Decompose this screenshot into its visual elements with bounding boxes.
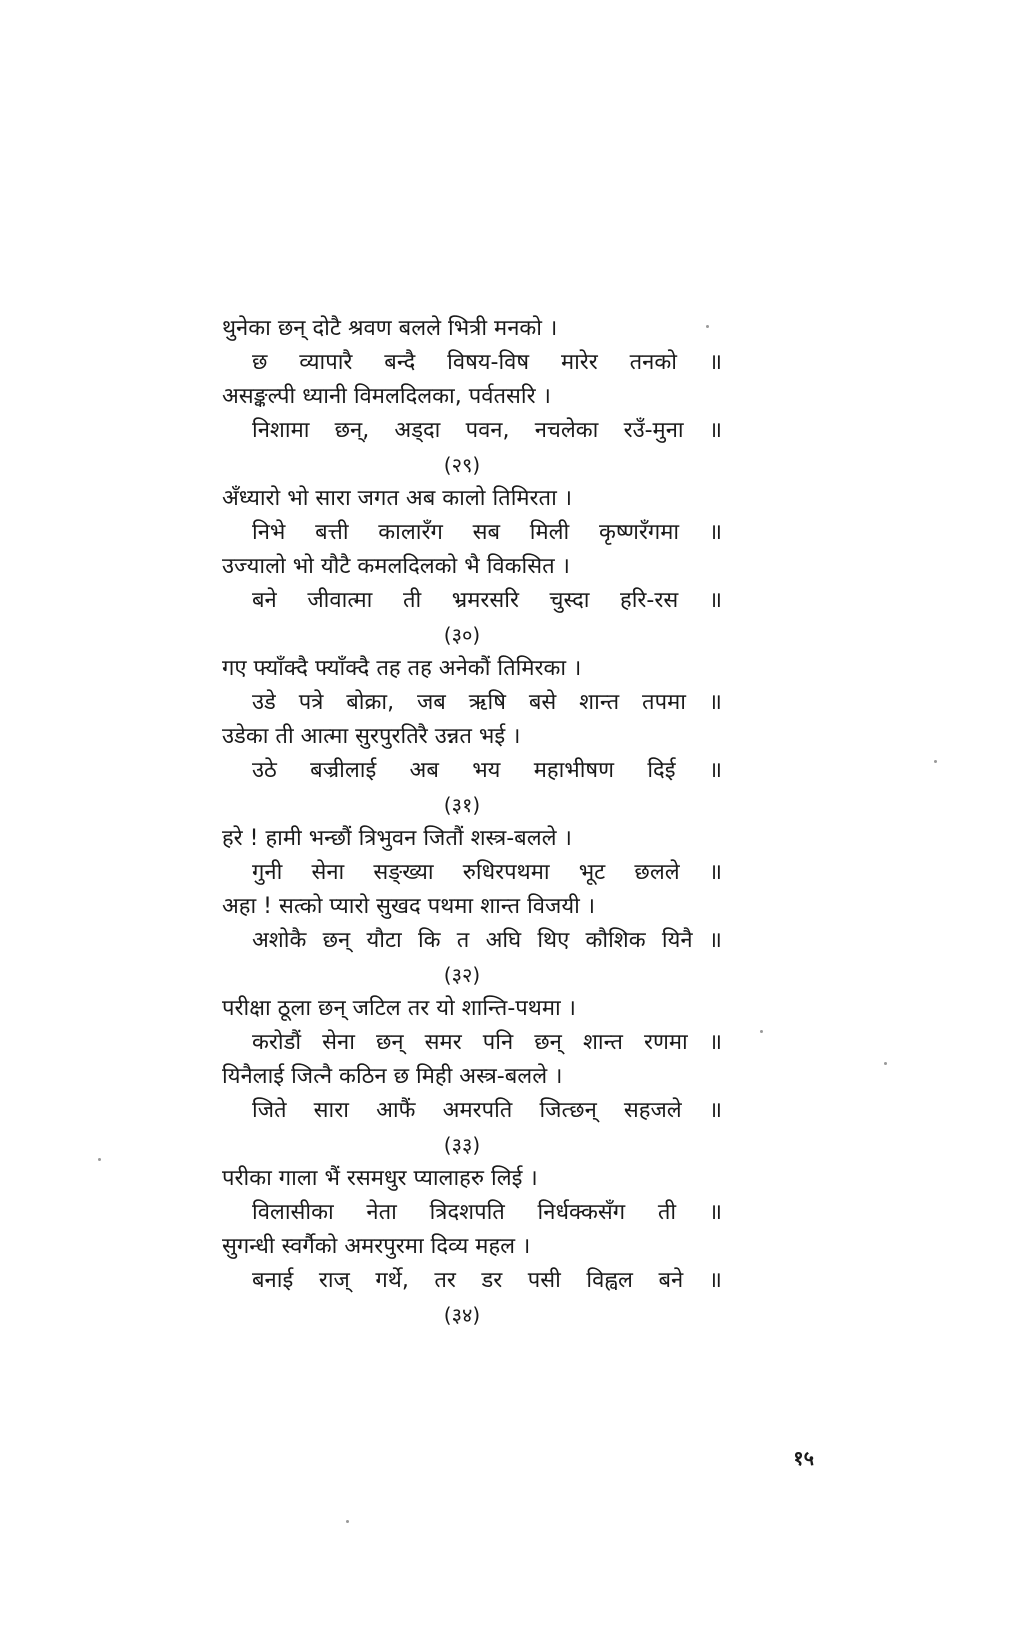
verse-line: बनाई राज् गर्थे, तर डर पसी विह्वल बने ॥ xyxy=(252,1268,722,1293)
stanza-number: (३४) xyxy=(443,1303,481,1327)
paper-speck xyxy=(934,760,937,763)
verse-line: जिते सारा आफैं अमरपति जित्छन् सहजले ॥ xyxy=(252,1098,722,1123)
verse-line: यिनैलाई जित्नै कठिन छ मिही अस्त्र-बलले । xyxy=(222,1064,563,1089)
verse-line: विलासीका नेता त्रिदशपति निर्धक्कसँग ती ॥ xyxy=(252,1200,722,1225)
paper-speck xyxy=(706,325,709,328)
stanza-32 xyxy=(222,822,742,992)
verse-line: निभे बत्ती कालारँग सब मिली कृष्णरँगमा ॥ xyxy=(252,520,722,545)
verse-line: हरे ! हामी भन्छौं त्रिभुवन जितौं शस्त्र-बलले । xyxy=(222,826,572,851)
verse-line: अँध्यारो भो सारा जगत अब कालो तिमिरता । xyxy=(222,486,573,511)
verse-line: गए फ्याँक्दै फ्याँक्दै तह तह अनेकौं तिमिरका । xyxy=(222,656,582,681)
verse-line: परीक्षा ठूला छन् जटिल तर यो शान्ति-पथमा । xyxy=(222,996,577,1021)
stanza-number: (३३) xyxy=(443,1133,481,1157)
verse-line: अहा ! सत्को प्यारो सुखद पथमा शान्त विजयी । xyxy=(222,894,596,919)
stanza-number: (३२) xyxy=(443,963,481,987)
verse-line: निशामा छन्, अड्दा पवन, नचलेका रउँ-मुना ॥ xyxy=(252,418,722,443)
verse-line: करोडौं सेना छन् समर पनि छन् शान्त रणमा ॥ xyxy=(252,1030,722,1055)
stanza-31 xyxy=(222,652,742,822)
verse-line: उठे बज्रीलाई अब भय महाभीषण दिई ॥ xyxy=(252,758,722,783)
stanza-33 xyxy=(222,992,742,1162)
stanza-number: (३०) xyxy=(443,623,481,647)
verse-line: सुगन्धी स्वर्गैको अमरपुरमा दिव्य महल । xyxy=(222,1234,531,1259)
stanza-number: (३१) xyxy=(443,793,481,817)
verse-line: परीका गाला भैं रसमधुर प्यालाहरु लिई । xyxy=(222,1166,538,1191)
verse-line: थुनेका छन् दोटै श्रवण बलले भित्री मनको । xyxy=(222,316,558,341)
verse-line: छ व्यापारै बन्दै विषय-विष मारेर तनको ॥ xyxy=(252,350,722,375)
paper-speck xyxy=(98,1158,101,1161)
stanza-29 xyxy=(222,312,742,482)
stanza-number: (२९) xyxy=(443,453,481,477)
verse-line: असङ्कल्पी ध्यानी विमलदिलका, पर्वतसरि । xyxy=(222,384,551,409)
verse-line: अशोकै छन् यौटा कि त अघि थिए कौशिक यिनै ॥ xyxy=(252,928,722,953)
verse-line: उज्यालो भो यौटै कमलदिलको भै विकसित । xyxy=(222,554,570,579)
verse-line: उडे पत्रे बोक्रा, जब ऋषि बसे शान्त तपमा ॥ xyxy=(252,690,722,715)
paper-speck xyxy=(884,1062,887,1065)
verse-line: बने जीवात्मा ती भ्रमरसरि चुस्दा हरि-रस ॥ xyxy=(252,588,722,613)
paper-speck xyxy=(760,1030,763,1033)
poem-body xyxy=(222,312,742,1332)
stanza-30 xyxy=(222,482,742,652)
stanza-34 xyxy=(222,1162,742,1332)
verse-line: उडेका ती आत्मा सुरपुरतिरै उन्नत भई । xyxy=(222,724,521,749)
paper-speck xyxy=(346,1520,349,1523)
page-number: १५ xyxy=(793,1446,814,1470)
verse-line: गुनी सेना सङ्ख्या रुधिरपथमा भूट छलले ॥ xyxy=(252,860,722,885)
